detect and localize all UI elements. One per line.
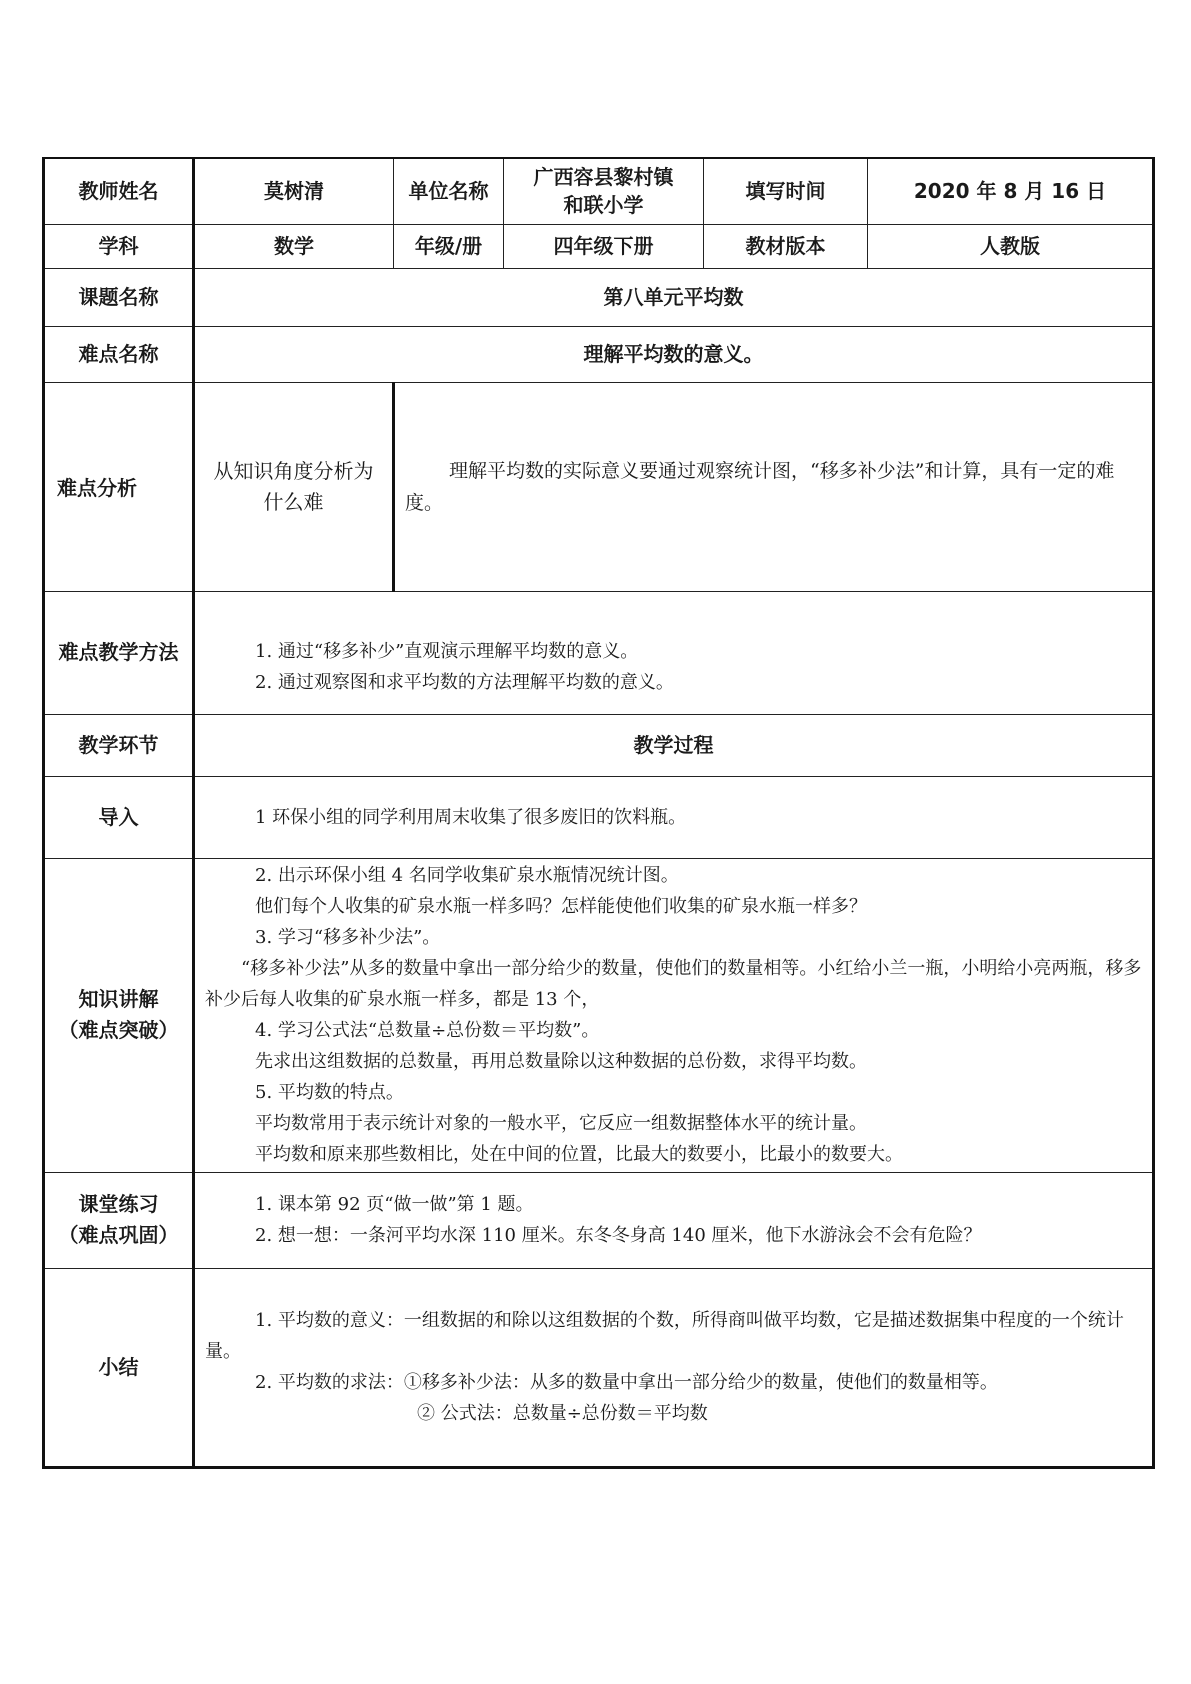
- difficulty-value: 理解平均数的意义。: [194, 326, 1154, 382]
- unit-name-label: 单位名称: [394, 158, 504, 224]
- process-title: 教学过程: [194, 714, 1154, 776]
- fill-date-label: 填写时间: [704, 158, 868, 224]
- knowledge-line: 他们每个人收集的矿泉水瓶一样多吗？怎样能使他们收集的矿泉水瓶一样多？: [255, 896, 867, 917]
- knowledge-line: 4. 学习公式法“总数量÷总份数＝平均数”。: [255, 1020, 600, 1041]
- knowledge-line: 3. 学习“移多补少法”。: [255, 927, 441, 948]
- unit-name-line1: 广西容县黎村镇: [533, 165, 674, 190]
- unit-name-line2: 和联小学: [563, 193, 644, 218]
- lesson-table: [42, 157, 1155, 1469]
- summary-content: [194, 1268, 1154, 1467]
- difficulty-label: 难点名称: [44, 326, 194, 382]
- knowledge-line: 平均数和原来那些数相比，处在中间的位置，比最大的数要小，比最小的数要大。: [255, 1144, 903, 1165]
- practice-label-line1: 课堂练习: [78, 1192, 159, 1216]
- summary-line: 2. 平均数的求法：①移多补少法：从多的数量中拿出一部分给少的数量，使他们的数量相等。: [255, 1372, 998, 1393]
- knowledge-label: [44, 858, 194, 1172]
- subject-value: 数学: [194, 224, 394, 268]
- practice-content: [194, 1172, 1154, 1268]
- knowledge-line: 先求出这组数据的总数量，再用总数量除以这种数据的总份数，求得平均数。: [255, 1051, 867, 1072]
- knowledge-label-line1: 知识讲解: [78, 987, 159, 1011]
- teacher-name-label: 教师姓名: [44, 158, 194, 224]
- intro-label: 导入: [44, 776, 194, 858]
- knowledge-label-line2: （难点突破）: [58, 1018, 179, 1042]
- analysis-row: [44, 382, 1154, 591]
- analysis-text: [394, 382, 1154, 591]
- practice-label: [44, 1172, 194, 1268]
- knowledge-line: 5. 平均数的特点。: [255, 1082, 404, 1103]
- practice-line: 1. 课本第 92 页“做一做”第 1 题。: [255, 1194, 534, 1215]
- knowledge-line: 平均数常用于表示统计对象的一般水平，它反应一组数据整体水平的统计量。: [255, 1113, 867, 1134]
- header-row-2: [44, 224, 1154, 268]
- practice-label-line2: （难点巩固）: [58, 1223, 179, 1247]
- grade-label: 年级/册: [394, 224, 504, 268]
- knowledge-row: [44, 858, 1154, 1172]
- method-content: [194, 591, 1154, 714]
- knowledge-content: [194, 858, 1154, 1172]
- method-item: 1. 通过“移多补少”直观演示理解平均数的意义。: [255, 640, 639, 662]
- method-item: 2. 通过观察图和求平均数的方法理解平均数的意义。: [255, 671, 674, 693]
- method-row: [44, 591, 1154, 714]
- topic-row: [44, 268, 1154, 326]
- process-header-row: [44, 714, 1154, 776]
- summary-line: 1. 平均数的意义：一组数据的和除以这组数据的个数，所得商叫做平均数，它是描述数据集中程度的一个统计量。: [205, 1310, 1124, 1362]
- subject-label: 学科: [44, 224, 194, 268]
- intro-text: 1 环保小组的同学利用周末收集了很多废旧的饮料瓶。: [255, 806, 687, 828]
- process-stage-label: 教学环节: [44, 714, 194, 776]
- knowledge-line: 2. 出示环保小组 4 名同学收集矿泉水瓶情况统计图。: [255, 865, 679, 886]
- analysis-label: 难点分析: [44, 382, 194, 591]
- intro-row: [44, 776, 1154, 858]
- grade-value: 四年级下册: [504, 224, 704, 268]
- practice-line: 2. 想一想：一条河平均水深 110 厘米。东冬冬身高 140 厘米，他下水游泳会不会有危险？: [255, 1225, 982, 1246]
- summary-line: ② 公式法：总数量÷总份数＝平均数: [417, 1403, 708, 1424]
- method-label: 难点教学方法: [44, 591, 194, 714]
- knowledge-line: “移多补少法”从多的数量中拿出一部分给少的数量，使他们的数量相等。小红给小兰一瓶，小明给小亮两瓶，移多补少后每人收集的矿泉水瓶一样多，都是 13 个，: [205, 958, 1142, 1010]
- topic-label: 课题名称: [44, 268, 194, 326]
- summary-label: 小结: [44, 1268, 194, 1467]
- analysis-sublabel-line1: 从知识角度分析为: [213, 458, 374, 483]
- practice-row: [44, 1172, 1154, 1268]
- analysis-paragraph: 理解平均数的实际意义要通过观察统计图，“移多补少法”和计算，具有一定的难度。: [405, 459, 1115, 514]
- fill-date-value: 2020 年 8 月 16 日: [868, 158, 1154, 224]
- analysis-sublabel-line2: 什么难: [263, 489, 324, 514]
- analysis-sublabel: [194, 382, 394, 591]
- intro-content: [194, 776, 1154, 858]
- teacher-name-value: 莫树清: [194, 158, 394, 224]
- topic-value: 第八单元平均数: [194, 268, 1154, 326]
- edition-value: 人教版: [868, 224, 1154, 268]
- difficulty-row: [44, 326, 1154, 382]
- summary-row: [44, 1268, 1154, 1467]
- unit-name-value: [504, 158, 704, 224]
- edition-label: 教材版本: [704, 224, 868, 268]
- header-row-1: [44, 158, 1154, 224]
